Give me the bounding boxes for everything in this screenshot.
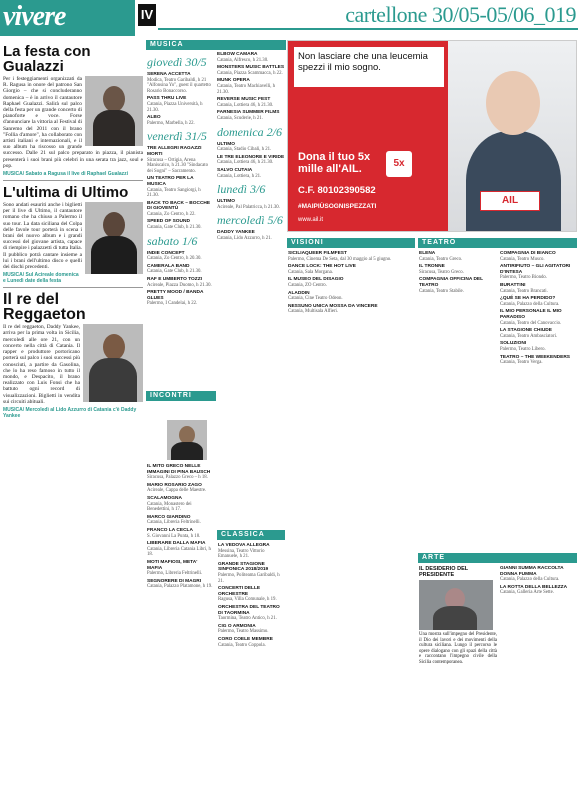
teatro-col1 bbox=[419, 251, 497, 294]
ad-donate: Dona il tuo 5x mille all'AIL. bbox=[298, 151, 371, 175]
listing-details: Catania, Galleria Arte Sette. bbox=[500, 590, 554, 596]
visioni-column bbox=[288, 251, 414, 790]
listing-item bbox=[500, 296, 577, 307]
listing-item bbox=[217, 142, 285, 153]
day-heading: lunedì 3/6 bbox=[217, 182, 266, 197]
listing-name: ALADDIN bbox=[288, 290, 310, 296]
listing-details: Catania, Palazzo della Cultura. bbox=[500, 577, 560, 583]
teatro-col2 bbox=[500, 251, 577, 366]
listing-name: ULTIMO bbox=[217, 199, 236, 205]
listing-name: MARCO GIARDINO bbox=[147, 514, 191, 520]
listing-item bbox=[217, 97, 285, 108]
ad-hashtag: #MAIPIÙSOGNISPEZZATI bbox=[298, 203, 377, 210]
listing-details: Palermo, I Candelai, h 22. bbox=[147, 301, 198, 307]
listing-name: ORCHESTRA DEL TEATRO DI TAORMINA bbox=[218, 604, 280, 616]
listing-item bbox=[147, 219, 213, 230]
listing-details: S. Giovanni La Punta, h 18. bbox=[147, 533, 201, 539]
listing-name: GIANNI SUMMA RACCOLTA DONNA FUMMA bbox=[500, 566, 564, 577]
listing-item bbox=[217, 168, 285, 179]
listing-item bbox=[147, 251, 213, 262]
listing-name: IL TRONNE bbox=[419, 264, 445, 270]
listing-name: RAF E UMBERTO TOZZI bbox=[147, 277, 202, 283]
listing-name: REVERSE MUSIC FEST bbox=[217, 97, 271, 103]
article-photo bbox=[83, 324, 143, 402]
incontri-photo bbox=[167, 420, 207, 460]
article-photo bbox=[85, 76, 143, 146]
listing-item bbox=[147, 72, 213, 94]
listing-details: Catania, Zo Centro, h 22. bbox=[147, 211, 196, 217]
listing-item bbox=[147, 541, 213, 558]
listing-details: Catania, Palazzo Platamone, h 19. bbox=[147, 584, 213, 590]
listing-name: LA STAGIONE CHIUDE bbox=[500, 328, 552, 334]
listing-name: ULTIMO bbox=[217, 141, 236, 147]
listing-details: Palermo, Marbella, h 22. bbox=[147, 120, 195, 126]
listing-name: TRE ALLEGRI RAGAZZI MORTI bbox=[147, 146, 202, 157]
listing-item bbox=[147, 528, 213, 539]
article-credit: MUSICA/ Mercoledì al Lido Azzurro di Catania c'è Daddy Yankee bbox=[3, 406, 137, 419]
listing-item bbox=[147, 277, 213, 288]
listing-details: Palermo, Teatro Libero. bbox=[500, 346, 546, 352]
listing-item bbox=[147, 483, 213, 494]
divider bbox=[3, 287, 143, 288]
day-heading: venerdì 31/5 bbox=[147, 129, 207, 144]
listing-name: SERENA ACCETTA bbox=[147, 72, 191, 77]
listing-name: MUNK OPERA bbox=[217, 78, 250, 84]
article-body: Per i festeggiamenti organizzati da R. Ragusa in onore del patrono San Giorgio – che si concluderanno domenica – è in arrivo il cantautore Raphael Gualazzi. Salirà sul palco della festa per un grande concerto di pianoforte e voce. Forse d'annunciare la vittoria al Festival di Sanremo del 2011 con il brano "Follia d'amore", ha collaborato con artisti italiani e internazionali, e il suo album ha riscosso un grande successo. Dalle 21 sul palco preparato in piazza, il pianista presenterà i suoi brani più celebri in una serata tra jazz, soul e pop. bbox=[3, 76, 143, 169]
listing-details: Catania, Teatro Greco. bbox=[419, 256, 463, 262]
section-incontri: INCONTRI bbox=[146, 391, 216, 401]
listing-item bbox=[288, 291, 414, 302]
teatro-column-1 bbox=[419, 251, 497, 551]
page-number: IV bbox=[138, 4, 156, 26]
listing-item bbox=[500, 251, 577, 262]
listing-details: Catania, Piazza Scammacca, h 22. bbox=[217, 70, 283, 76]
listing-details: Catania, Gate Club, h 21.30. bbox=[147, 225, 202, 231]
header-rule bbox=[158, 28, 578, 30]
listing-item bbox=[419, 251, 497, 262]
listing-details: Palermo, Libreria Feltrinelli. bbox=[147, 571, 203, 577]
listing-name: SOLUZIONI bbox=[500, 341, 527, 347]
listing-name: COMPAGNIA DI BIANCO bbox=[500, 251, 556, 256]
page-title: cartellone 30/05-05/06_019 bbox=[345, 2, 576, 27]
listing-item bbox=[288, 304, 414, 315]
listing-details: Catania, Stadio Cibali, h 21. bbox=[217, 147, 272, 153]
ad-logo: AIL bbox=[480, 191, 540, 211]
listing-details: Catania, Alfresco, h 21.30. bbox=[217, 57, 269, 63]
listing-item bbox=[500, 264, 577, 281]
listing-item bbox=[217, 155, 285, 166]
incontri-column bbox=[147, 404, 213, 790]
listing-item bbox=[500, 309, 577, 326]
listing-name: PASS THRU LIVE bbox=[147, 96, 187, 102]
advertisement[interactable] bbox=[287, 40, 577, 232]
col3-days bbox=[217, 125, 285, 242]
listing-name: SICILIAQUEER FILMFEST bbox=[288, 251, 347, 256]
listing-name: IL MIO PERSONALE IL MIO PARADISO bbox=[500, 309, 562, 320]
listing-item bbox=[288, 277, 414, 288]
listing-item bbox=[217, 110, 285, 121]
listing-name: ELBOW CAMARA bbox=[217, 52, 258, 57]
musica-column-2 bbox=[217, 52, 285, 527]
listing-name: CIG O ARMONIA bbox=[218, 623, 256, 629]
listing-details: Palermo, Teatro Massimo. bbox=[218, 629, 269, 635]
listing-details: Palermo, Politeama Garibaldi, h 21. bbox=[218, 572, 280, 584]
classica-list bbox=[218, 543, 284, 648]
article-body: Sono andati esauriti anche i biglietti per il live di Ultimo, il cantautore romano che ha chiuso a Palermo il suo tour. La data siciliana del Colpa delle favole tour porterà in scena i brani del nuovo album e i grandi successi del giovane artista, capace di riempire i palazzetti di tutta Italia. Il pubblico potrà cantare insieme a lui i brani dell'ultimo disco e quelli dei dischi precedenti. bbox=[3, 202, 143, 270]
listing-name: COMPAGNIA OFFICINA DEL TEATRO bbox=[419, 277, 483, 288]
incontri-list bbox=[147, 464, 213, 590]
listing-item bbox=[147, 176, 213, 198]
listing-details: Catania, Gate Club, h 21.30. bbox=[147, 269, 202, 275]
listing-details: Siracusa – Ortigia, Arena Maniscalco, h 21.30 "Sindacato dei Sogni" – Sacramento. bbox=[147, 157, 208, 174]
listing-name: PRETTY MOOD / BANDA GLUES bbox=[147, 290, 204, 301]
listing-name: GRANDE STAGIONE SINFONICA 2018/2019 bbox=[218, 561, 269, 573]
teatro-column-2 bbox=[500, 251, 577, 551]
listing-item bbox=[500, 585, 577, 596]
listing-item bbox=[217, 230, 285, 241]
listing-item bbox=[500, 283, 577, 294]
listing-details: Modica, Teatro Garibaldi, h 21 "Alfonsina Yo", guest il quartetto Rosario Bonaccorso. bbox=[147, 77, 211, 94]
listing-details: Messina, Teatro Vittorio Emanuele, h 21. bbox=[218, 548, 265, 560]
section-visioni: VISIONI bbox=[287, 238, 415, 248]
article-title: Il re del Reggaeton bbox=[3, 291, 86, 324]
listing-item bbox=[147, 464, 213, 481]
listing-item bbox=[147, 115, 213, 126]
listing-name: IL MITO GRECO NELLE IMMAGINI DI PINA BAUSCH bbox=[147, 464, 211, 475]
arte-article-body: Una mostra sull'impegno del Presidente, il Dio dei lavori e dei movimenti della cultura siciliana. Lungo il percorso le opere dialogano con gli spazi della città e raccontano l'impegno civile della Sicilia contemporanea. bbox=[419, 632, 497, 665]
listing-details: Acireale, Cappa delle Maestre. bbox=[147, 488, 207, 494]
brand-logo: vivere bbox=[3, 1, 66, 32]
listing-details: Catania, Teatro Sangiorgi, h 21.30. bbox=[147, 187, 201, 199]
listing-name: TEATRO – THE WEEKENDERS bbox=[500, 354, 571, 360]
listing-item bbox=[217, 78, 285, 95]
listing-item bbox=[500, 566, 577, 583]
arte-column-1 bbox=[419, 566, 497, 790]
col3-top bbox=[217, 52, 285, 122]
listing-details: Siracusa, Teatro Greco. bbox=[419, 269, 464, 275]
listing-details: Catania, Multisala Alfieri. bbox=[288, 309, 339, 315]
listing-item bbox=[218, 605, 284, 622]
ad-tax-code: C.F. 80102390582 bbox=[298, 185, 376, 196]
day-heading: mercoledì 5/6 bbox=[217, 213, 283, 228]
listing-item bbox=[147, 579, 213, 590]
ad-headline: Non lasciare che una leucemia spezzi il mio sogno. bbox=[298, 51, 428, 73]
listing-details: Catania, Teatro Machiavelli, h 21.30. bbox=[217, 83, 276, 95]
article-title: La festa con Gualazzi bbox=[3, 43, 91, 75]
listing-details: Palermo, Teatro Biondo. bbox=[500, 275, 548, 281]
listing-details: Catania, Lottiera, h 21. bbox=[217, 173, 262, 179]
brand-bar bbox=[0, 0, 135, 36]
listing-details: Catania, Libreria Feltrinelli. bbox=[147, 520, 201, 526]
listing-name: BURATTINI bbox=[500, 282, 526, 288]
listing-item bbox=[288, 251, 414, 262]
arte-article-title: IL DESIDERIO DEL PRESIDENTE bbox=[419, 566, 469, 578]
listing-name: IL MUSEO DEL DISAGIO bbox=[288, 277, 344, 283]
listing-item bbox=[500, 328, 577, 339]
listing-details: Catania, Sala Morgana. bbox=[288, 269, 333, 275]
listing-details: Acireale, Pal Palatricca, h 21.30. bbox=[217, 204, 280, 210]
listing-name: SPEED OF SOUND bbox=[147, 219, 190, 225]
listing-item bbox=[217, 65, 285, 76]
listing-name: ANTIRIFIUTO – GLI AGITATORI D'INTESA bbox=[500, 264, 571, 275]
listing-item bbox=[147, 290, 213, 307]
listing-details: Catania, Lido Azzurro, h 21. bbox=[217, 235, 272, 241]
listing-item bbox=[147, 264, 213, 275]
listing-item bbox=[147, 560, 213, 577]
listing-name: LIBERARE DALLA MAFIA bbox=[147, 541, 206, 547]
article-title: L'ultima di Ultimo bbox=[3, 184, 129, 202]
listing-name: LA VEDOVA ALLEGRA bbox=[218, 543, 270, 548]
listing-name: ¿QUÉ SE HA PERDIDO? bbox=[500, 296, 556, 302]
section-classica: CLASSICA bbox=[217, 530, 285, 540]
listing-name: LE TRE ELEONORE E VIRIDE bbox=[217, 154, 285, 160]
listing-item bbox=[218, 543, 284, 560]
day-heading: giovedì 30/5 bbox=[147, 55, 207, 69]
listing-item bbox=[147, 515, 213, 526]
listing-details: Catania, Teatro Stabile. bbox=[419, 288, 464, 294]
listing-details: Catania, Teatro del Canovaccio. bbox=[500, 320, 562, 326]
section-musica: MUSICA bbox=[146, 40, 286, 50]
listing-details: Catania, Lottiera 46, h 21.30. bbox=[217, 102, 274, 108]
listing-name: BACK TO BACK – BOCCHE DI GIOVENTÙ bbox=[147, 200, 211, 212]
musica-days bbox=[147, 55, 213, 307]
listing-name: DANCE LOCK: THE HOT LIVE bbox=[288, 264, 356, 270]
listing-details: Catania, Palazzo della Cultura. bbox=[500, 301, 560, 307]
arte-photo bbox=[419, 580, 493, 630]
listing-item bbox=[419, 277, 497, 294]
listing-item bbox=[218, 624, 284, 635]
listing-name: MONSTERS MUSIC BATTLES bbox=[217, 65, 285, 71]
listing-details: Palermo, Cinema De Seta, dal 30 maggio al 5 giugno. bbox=[288, 256, 392, 262]
listing-details: Catania, Monastero dei Benedettini, h 17. bbox=[147, 501, 192, 513]
listing-item bbox=[147, 146, 213, 174]
listing-name: FRANCO LA CECLA bbox=[147, 527, 193, 533]
listing-item bbox=[288, 264, 414, 275]
listing-details: Catania, Teatro Coppola. bbox=[218, 642, 266, 648]
listing-item bbox=[218, 586, 284, 603]
listing-item bbox=[147, 96, 213, 113]
header bbox=[0, 0, 580, 36]
article-body: Il re del reggaeton, Daddy Yankee, arriva per la prima volta in Sicilia, mercoledì alle ore 21, con un concerto nella città di Catania. Il rapper e produttore portoricano porterà sul palco i suoi successi più conosciuti, a partire da Gasolina, che lo ha reso famoso in tutto il mondo, e Despacito, il brano realizzato con Luis Fonsi che ha battuto ogni record di visualizzazioni. Biglietti in vendita sui circuiti abituali. bbox=[3, 324, 143, 405]
listing-details: Ragusa, Villa Comunale, h 19. bbox=[218, 597, 277, 603]
listing-item bbox=[147, 496, 213, 513]
listing-details: Catania, Teatro Verga. bbox=[500, 360, 543, 366]
listing-details: Catania, Scuderie, h 21. bbox=[217, 115, 263, 121]
listing-item bbox=[419, 264, 497, 275]
listing-name: CONCERTI DELLE ORCHESTRE bbox=[218, 586, 261, 597]
article-credit: MUSICA/ Sabato a Ragusa il live di Raphael Gualazzi bbox=[3, 171, 129, 178]
listing-item bbox=[217, 52, 285, 63]
listing-item bbox=[218, 562, 284, 584]
arte-list bbox=[500, 566, 577, 596]
musica-column bbox=[147, 52, 213, 390]
listing-name: NESSUNO UNICA MOSSA DA VINCERE bbox=[288, 303, 378, 309]
classica-column bbox=[218, 543, 284, 790]
listing-details: Taormina, Teatro Antico, h 21. bbox=[218, 616, 277, 622]
listing-details: Acireale, Piazza Duomo, h 21.30. bbox=[147, 282, 212, 288]
listing-name: SALVO CUTAIA bbox=[217, 167, 253, 173]
day-heading: domenica 2/6 bbox=[217, 124, 282, 139]
visioni-list bbox=[288, 251, 414, 315]
listing-details: Catania, Lottiera 46, h 21.30. bbox=[217, 160, 274, 166]
listing-name: UN TEATRO PER LA MUSICA bbox=[147, 176, 194, 187]
listing-details: Catania, Teatro Brancati. bbox=[500, 288, 548, 294]
ad-badge: 5x bbox=[386, 151, 412, 177]
listing-item bbox=[218, 637, 284, 648]
listing-name: FARNESIA SUMMER FILMS bbox=[217, 110, 280, 116]
divider bbox=[3, 180, 143, 181]
listing-name: DADDY YANKEE bbox=[217, 230, 255, 236]
listing-details: Catania, Teatro Musco. bbox=[500, 256, 545, 262]
listing-item bbox=[147, 201, 213, 218]
listing-name: INDIE CONCEPT bbox=[147, 250, 185, 256]
listing-item bbox=[500, 355, 577, 366]
article-credit: MUSICA/ Sul Acireale domenica e Lunedì date della festa bbox=[3, 272, 79, 285]
listing-name: SEGNORERE DI MAGRI bbox=[147, 578, 202, 584]
listing-details: Catania, Libreria Catania Libri, h 18. bbox=[147, 546, 211, 558]
listing-details: Siracusa, Palazzo Greco – h 18. bbox=[147, 475, 208, 481]
ad-website[interactable]: www.ail.it bbox=[298, 217, 324, 223]
listing-details: Catania, Piazza Università, h 21.30. bbox=[147, 101, 203, 113]
listing-name: SCALAMOGNA bbox=[147, 495, 182, 501]
listing-name: MOTI MAFIOSI, META' MAFIA bbox=[147, 559, 198, 571]
listing-name: MARIO ROSARIO ZAGO bbox=[147, 482, 202, 488]
listing-name: ELENA bbox=[419, 251, 436, 256]
listing-details: Catania, Teatro Ambasciatori. bbox=[500, 333, 558, 339]
listing-item bbox=[217, 199, 285, 210]
listing-details: Catania, ZO Centro. bbox=[288, 282, 327, 288]
left-column bbox=[3, 40, 143, 790]
section-arte: ARTE bbox=[418, 553, 577, 563]
arte-column-2 bbox=[500, 566, 577, 790]
listing-name: LA ROTTA DELLA BELLEZZA bbox=[500, 584, 568, 590]
day-heading: sabato 1/6 bbox=[147, 233, 198, 248]
listing-item bbox=[500, 341, 577, 352]
listing-name: ALBO bbox=[147, 115, 161, 121]
listing-name: CORO COELE MEMBRE bbox=[218, 636, 273, 642]
listing-name: CAMERALA BAND bbox=[147, 263, 190, 269]
section-teatro: TEATRO bbox=[418, 238, 577, 248]
listing-details: Catania, Zo Centro, h 20.30. bbox=[147, 256, 202, 262]
listing-details: Catania, Cine Teatro Odeon. bbox=[288, 296, 343, 302]
article-photo bbox=[85, 202, 143, 274]
